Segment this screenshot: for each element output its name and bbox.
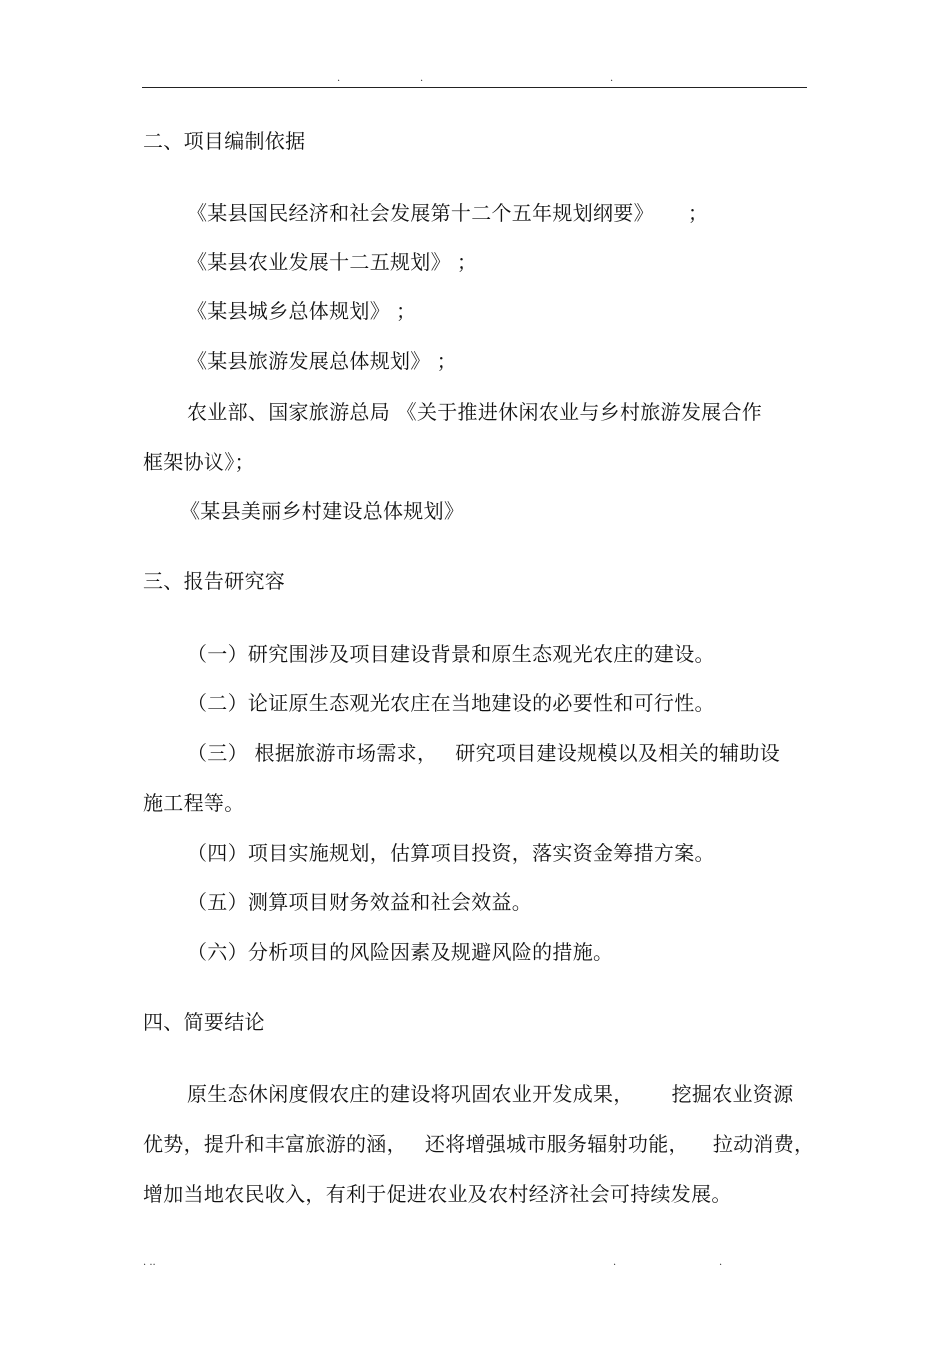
conclusion-part: 挖掘农业资源 bbox=[671, 1082, 794, 1106]
research-item-part: （三） 根据旅游市场需求， bbox=[187, 741, 438, 765]
research-item bbox=[187, 739, 780, 767]
conclusion-part: 优势，提升和丰富旅游的涵， bbox=[143, 1132, 407, 1156]
header-dot: . bbox=[337, 73, 341, 84]
reference-title: 《某县农业发展十二五规划》 bbox=[187, 250, 451, 274]
research-item: （五）测算项目财务效益和社会效益。 bbox=[187, 890, 533, 914]
reference-separator: ； bbox=[436, 349, 457, 373]
reference-title: 《某县城乡总体规划》 bbox=[187, 299, 390, 323]
research-item: （六）分析项目的风险因素及规避风险的措施。 bbox=[187, 940, 614, 964]
conclusion-part: 原生态休闲度假农庄的建设将巩固农业开发成果， bbox=[187, 1082, 634, 1106]
conclusion-part: 拉动消费， bbox=[712, 1132, 815, 1156]
reference-item bbox=[187, 347, 457, 375]
reference-separator: ； bbox=[396, 299, 417, 323]
reference-paragraph-line: 农业部、国家旅游总局 《关于推进休闲农业与乡村旅游发展合作 bbox=[187, 400, 763, 424]
section-heading: 二、项目编制依据 bbox=[143, 129, 306, 153]
conclusion-line bbox=[187, 1080, 793, 1108]
footer-dot: . bbox=[613, 1257, 617, 1268]
research-item-part: 研究项目建设规模以及相关的辅助设 bbox=[455, 741, 781, 765]
reference-paragraph-line: 框架协议》； bbox=[143, 450, 255, 474]
footer-dot: . bbox=[719, 1257, 723, 1268]
header-dot: . bbox=[420, 73, 424, 84]
conclusion-line: 增加当地农民收入，有利于促进农业及农村经济社会可持续发展。 bbox=[143, 1182, 732, 1206]
conclusion-part: 还将增强城市服务辐射功能， bbox=[424, 1132, 689, 1156]
reference-item bbox=[187, 297, 416, 325]
reference-title: 《某县国民经济和社会发展第十二个五年规划纲要》 bbox=[187, 201, 654, 225]
research-item: （四）项目实施规划，估算项目投资，落实资金筹措方案。 bbox=[187, 841, 715, 865]
research-item: （二）论证原生态观光农庄在当地建设的必要性和可行性。 bbox=[187, 691, 715, 715]
reference-item: 《某县美丽乡村建设总体规划》 bbox=[180, 499, 465, 523]
research-item: （一）研究围涉及项目建设背景和原生态观光农庄的建设。 bbox=[187, 642, 715, 666]
research-item-continuation: 施工程等。 bbox=[143, 791, 245, 815]
reference-separator: ； bbox=[456, 250, 478, 274]
reference-item bbox=[187, 199, 708, 227]
section-heading: 四、简要结论 bbox=[143, 1010, 265, 1034]
header-dot: . bbox=[610, 73, 614, 84]
footer-mark: . .. bbox=[143, 1257, 156, 1268]
reference-item bbox=[187, 248, 477, 276]
conclusion-line bbox=[143, 1130, 814, 1158]
header-rule bbox=[142, 87, 807, 88]
reference-title: 《某县旅游发展总体规划》 bbox=[187, 349, 431, 373]
reference-separator: ； bbox=[687, 201, 709, 225]
section-heading: 三、报告研究容 bbox=[143, 569, 286, 593]
